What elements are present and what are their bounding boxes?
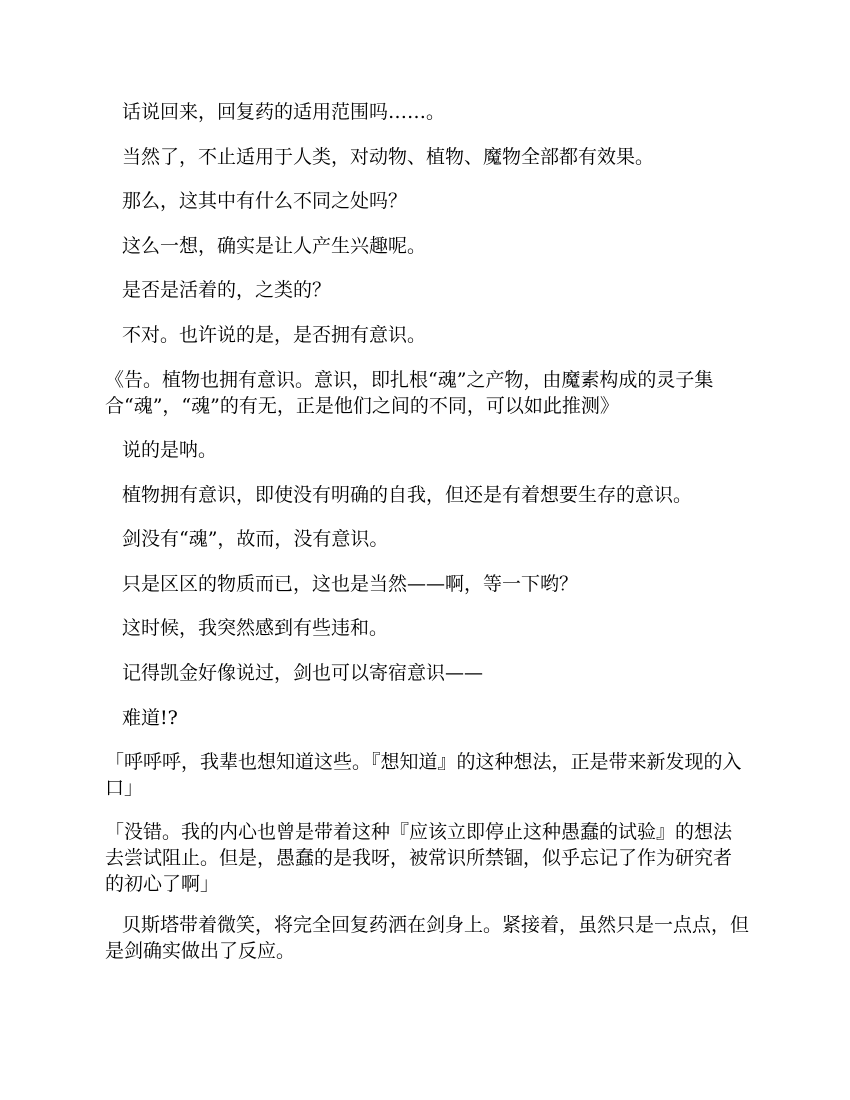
paragraph-1: 话说回来，回复药的适用范围吗……。 (122, 101, 446, 123)
paragraph-16: 「没错。我的内心也曾是带着这种『应该立即停止这种愚蠢的试验』的想法去尝试阻止。但是，愚蠢的是我呀，被常识所禁锢，似乎忘记了作为研究者的初心了啊」 (105, 821, 733, 895)
paragraph-7: 《告。植物也拥有意识。意识，即扎根“魂”之产物，由魔素构成的灵子集合“魂”，“魂”的有无，正是他们之间的不同，可以如此推测》 (105, 369, 714, 417)
paragraph-9: 植物拥有意识，即使没有明确的自我，但还是有着想要生存的意识。 (122, 484, 693, 506)
paragraph-8: 说的是呐。 (122, 439, 218, 461)
paragraph-11: 只是区区的物质而已，这也是当然——啊，等一下哟？ (122, 573, 579, 595)
paragraph-12: 这时候，我突然感到有些违和。 (122, 617, 389, 639)
paragraph-5: 是否是活着的，之类的？ (122, 279, 332, 301)
paragraph-13: 记得凯金好像说过，剑也可以寄宿意识—— (122, 662, 484, 684)
paragraph-6: 不对。也许说的是，是否拥有意识。 (122, 324, 427, 346)
paragraph-10: 剑没有“魂”，故而，没有意识。 (122, 528, 389, 550)
paragraph-17: 贝斯塔带着微笑，将完全回复药洒在剑身上。紧接着，虽然只是一点点，但是剑确实做出了反应。 (105, 914, 750, 962)
paragraph-14: 难道!? (122, 707, 178, 729)
paragraph-4: 这么一想，确实是让人产生兴趣呢。 (122, 235, 427, 257)
paragraph-15: 「呼呼呼，我辈也想知道这些。『想知道』的这种想法，正是带来新发现的入口」 (105, 751, 742, 799)
paragraph-3: 那么，这其中有什么不同之处吗？ (122, 190, 408, 212)
paragraph-2: 当然了，不止适用于人类，对动物、植物、魔物全部都有效果。 (122, 146, 655, 168)
